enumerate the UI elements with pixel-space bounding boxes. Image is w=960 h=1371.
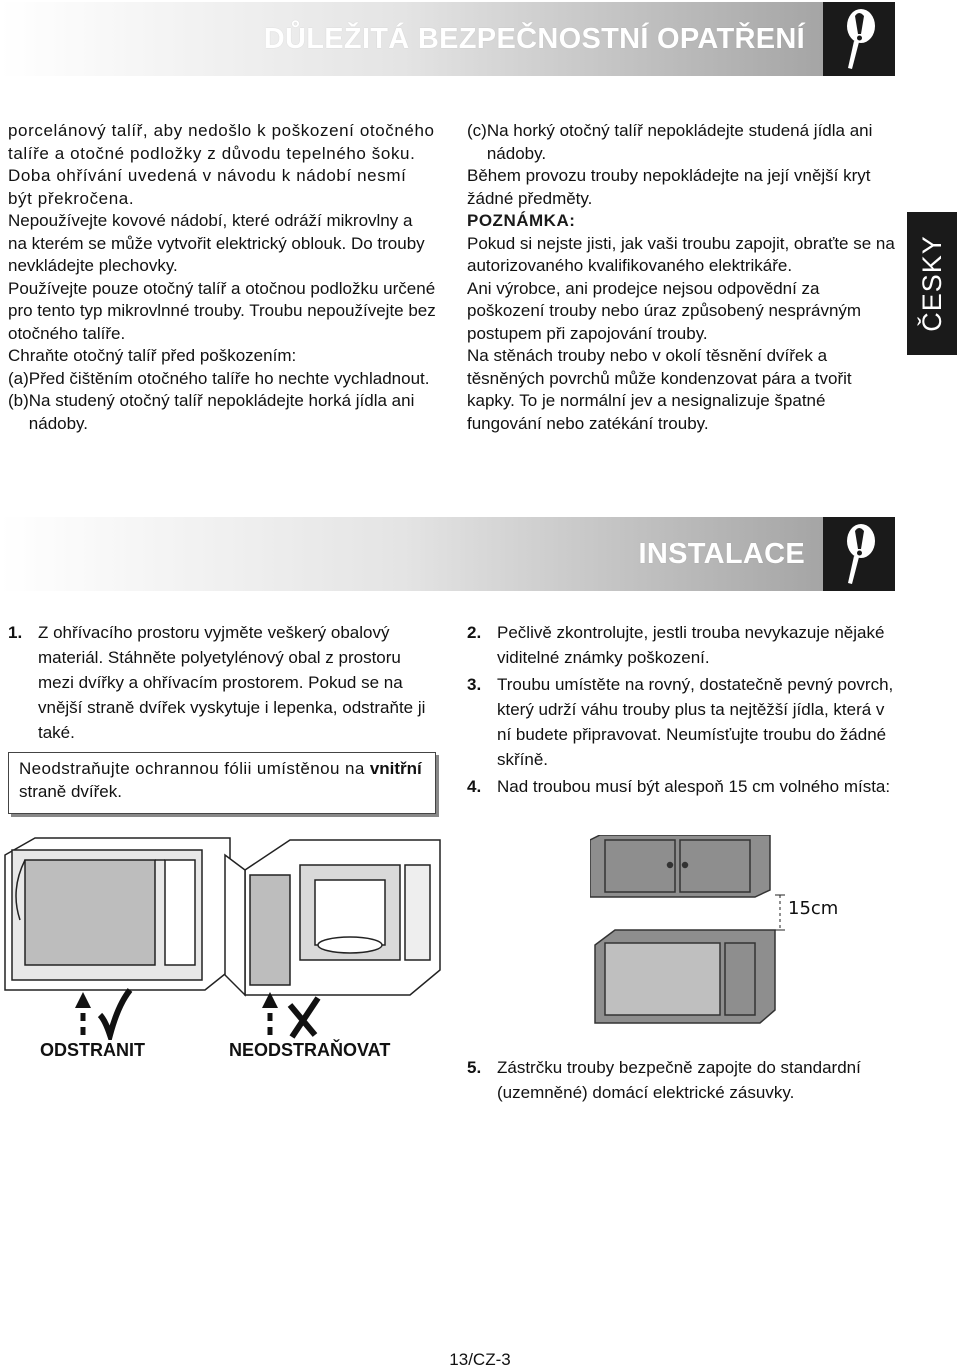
step-number: 4. bbox=[467, 777, 482, 796]
safety-header-title: DŮLEŽITÁ BEZPEČNOSTNÍ OPATŘENÍ bbox=[263, 23, 805, 55]
install-step bbox=[467, 672, 899, 772]
language-tab-label: ČESKY bbox=[916, 235, 947, 332]
step-text: Z ohřívacího prostoru vyjměte veškerý obalový materiál. Stáhněte polyetylénový obal z prostoru mezi dvířky a ohřívacím prostorem. Pokud se na vnější straně dvířek vyskytuje i lepenka, odstraňte ji také. bbox=[38, 623, 426, 742]
step-number: 1. bbox=[8, 623, 23, 642]
door-film-illustration bbox=[0, 830, 460, 1040]
note-label: POZNÁMKA: bbox=[467, 211, 576, 230]
paragraph: Chraňte otočný talíř před poškozením: bbox=[8, 346, 297, 365]
exclamation-icon bbox=[837, 6, 881, 72]
paragraph: Používejte pouze otočný talíř a otočnou podložku určené pro tento typ mikrovlnné trouby. Troubu nepoužívejte bez otočného talíře. bbox=[8, 278, 436, 343]
list-label: (b) bbox=[8, 391, 29, 410]
page-number: 13/CZ-3 bbox=[449, 1350, 511, 1369]
warning-box bbox=[8, 752, 436, 814]
check-icon bbox=[100, 990, 130, 1035]
paragraph: porcelánový talíř, aby nedošlo k poškození otočného talíře a otočné podložky z důvodu tepelného šoku. Doba ohřívání uvedená v návodu k nádobí nesmí být překročena. bbox=[8, 121, 435, 208]
list-label: (c) bbox=[467, 121, 487, 140]
list-text: Před čištěním otočného talíře ho nechte vychladnout. bbox=[28, 368, 430, 388]
install-step bbox=[467, 774, 899, 799]
paragraph: Ani výrobce, ani prodejce nejsou odpovědní za poškození trouby nebo úraz způsobený nesprávným postupem při zapojování trouby. bbox=[467, 278, 862, 343]
language-tab bbox=[907, 212, 957, 355]
microwave-drawing bbox=[595, 930, 775, 1023]
clearance-label: 15cm bbox=[788, 898, 839, 919]
list-text: Na studený otočný talíř nepokládejte horká jídla ani nádoby. bbox=[28, 391, 415, 433]
install-step bbox=[8, 620, 436, 745]
safety-header-banner bbox=[0, 2, 895, 76]
install-left-list bbox=[8, 620, 436, 747]
install-step bbox=[467, 620, 899, 670]
microwave-open-drawing bbox=[225, 840, 440, 995]
list-item bbox=[8, 390, 436, 435]
install-header-banner bbox=[0, 517, 895, 591]
step-text: Pečlivě zkontrolujte, jestli trouba nevykazuje nějaké viditelné známky poškození. bbox=[497, 623, 885, 667]
install-header-badge bbox=[823, 517, 895, 591]
step-number: 2. bbox=[467, 623, 482, 642]
install-step bbox=[467, 1055, 899, 1105]
list-item bbox=[8, 368, 436, 391]
step-number: 5. bbox=[467, 1058, 482, 1077]
keep-caption: NEODSTRAŇOVAT bbox=[229, 1040, 391, 1060]
install-right-list bbox=[467, 620, 899, 801]
microwave-closed-drawing bbox=[5, 838, 230, 990]
list-item bbox=[467, 120, 899, 165]
paragraph: Během provozu trouby nepokládejte na její vnější kryt žádné předměty. bbox=[467, 166, 871, 208]
safety-header-badge bbox=[823, 2, 895, 76]
list-text: Na horký otočný talíř nepokládejte studená jídla ani nádoby. bbox=[486, 121, 873, 163]
warning-text-post: straně dvířek. bbox=[19, 782, 122, 801]
safety-left-column bbox=[8, 120, 436, 435]
paragraph: Na stěnách trouby nebo v okolí těsnění dvířek a těsněných povrchů může kondenzovat pára a tvořit kapky. To je normální jev a nesignalizuje špatné fungování nebo zatékání trouby. bbox=[467, 346, 852, 433]
cross-icon bbox=[290, 998, 318, 1037]
paragraph: Pokud si nejste jisti, jak vaši troubu zapojit, obraťte se na autorizovaného kvalifikovaného elektrikáře. bbox=[467, 233, 895, 275]
wall-cabinet-drawing bbox=[590, 835, 770, 897]
clearance-illustration bbox=[590, 835, 890, 1035]
exclamation-icon bbox=[837, 521, 881, 587]
install-step-5 bbox=[467, 1055, 899, 1107]
warning-text-bold: vnitřní bbox=[369, 759, 422, 778]
step-text: Zástrčku trouby bezpečně zapojte do standardní (uzemněné) domácí elektrické zásuvky. bbox=[497, 1058, 861, 1102]
list-label: (a) bbox=[8, 368, 29, 388]
step-text: Troubu umístěte na rovný, dostatečně pevný povrch, který udrží váhu trouby plus ta nejtěžší jídla, která v ní budete připravovat. Neumísťujte troubu do žádné skříně. bbox=[497, 675, 894, 769]
step-text: Nad troubou musí být alespoň 15 cm volného místa: bbox=[497, 777, 891, 796]
step-number: 3. bbox=[467, 675, 482, 694]
paragraph: Nepoužívejte kovové nádobí, které odráží mikrovlny a na kterém se může vytvořit elektrický oblouk. Do trouby nevkládejte plechovky. bbox=[8, 211, 425, 275]
warning-text-pre: Neodstraňujte ochrannou fólii umístěnou na bbox=[19, 759, 370, 778]
safety-right-column bbox=[467, 120, 899, 435]
remove-caption: ODSTRANIT bbox=[40, 1040, 145, 1060]
install-header-title: INSTALACE bbox=[638, 538, 805, 570]
